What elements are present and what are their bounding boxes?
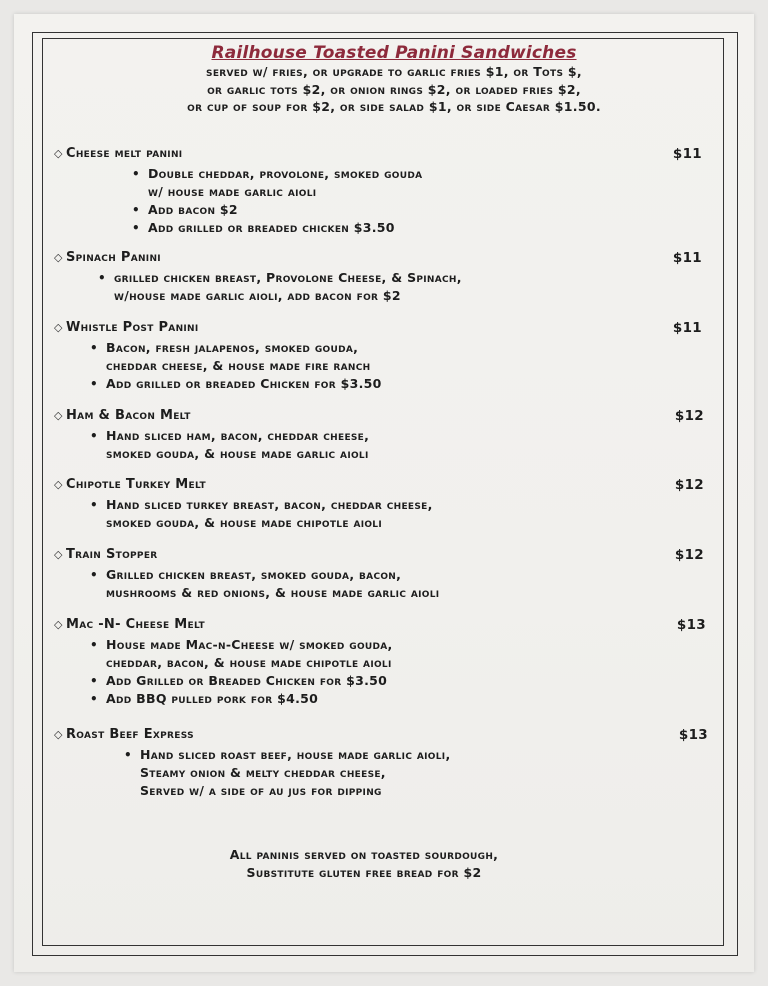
item-bullet: • Add grilled or breaded Chicken for $3.50 <box>90 376 382 391</box>
item-heading <box>54 477 714 496</box>
item-bullet-continuation: smoked gouda, & house made chipotle aioli <box>106 515 382 530</box>
item-bullet: • Hand sliced roast beef, house made garlic aioli, <box>124 747 451 762</box>
item-name: Mac -N- Cheese Melt <box>66 617 205 632</box>
item-bullet: • grilled chicken breast, Provolone Cheese, & Spinach, <box>98 270 462 285</box>
bullet-icon: • <box>90 692 98 706</box>
diamond-icon: ◇ <box>54 478 63 491</box>
item-bullet: • Hand sliced ham, bacon, cheddar cheese, <box>90 428 370 443</box>
menu-item-roast-beef <box>54 727 714 800</box>
bullet-icon: • <box>132 221 140 235</box>
item-bullet: • Add BBQ pulled pork for $4.50 <box>90 691 319 706</box>
item-bullet: • Hand sliced turkey breast, bacon, cheddar cheese, <box>90 497 433 512</box>
bullet-icon: • <box>90 341 98 355</box>
item-price: $11 <box>672 146 702 162</box>
diamond-icon: ◇ <box>54 321 63 334</box>
sides-line-3: or cup of soup for $2, or side salad $1, or side Caesar $1.50. <box>187 99 601 114</box>
item-heading <box>54 250 714 269</box>
item-bullet: • Add bacon $2 <box>132 202 238 217</box>
item-price: $11 <box>672 320 702 336</box>
item-heading <box>54 146 714 165</box>
item-bullet: • House made Mac-n-Cheese w/ smoked gouda, <box>90 637 393 652</box>
menu-title: Railhouse Toasted Panini Sandwiches <box>211 43 577 63</box>
item-bullet-continuation: w/ house made garlic aioli <box>148 184 317 199</box>
item-name: Ham & Bacon Melt <box>66 408 191 423</box>
menu-header <box>134 43 654 116</box>
diamond-icon: ◇ <box>54 618 63 631</box>
item-bullet-continuation: Steamy onion & melty cheddar cheese, <box>140 765 386 780</box>
item-heading <box>54 408 714 427</box>
item-bullet: • Bacon, fresh jalapenos, smoked gouda, <box>90 340 359 355</box>
item-bullet: • Add grilled or breaded chicken $3.50 <box>132 220 395 235</box>
bullet-icon: • <box>90 377 98 391</box>
item-bullet: • Add Grilled or Breaded Chicken for $3.50 <box>90 673 388 688</box>
item-name: Train Stopper <box>66 547 158 562</box>
diamond-icon: ◇ <box>54 147 63 160</box>
item-bullet-continuation: cheddar, bacon, & house made chipotle aioli <box>106 655 392 670</box>
diamond-icon: ◇ <box>54 728 63 741</box>
item-bullet: • Grilled chicken breast, smoked gouda, bacon, <box>90 567 402 582</box>
bullet-icon: • <box>90 638 98 652</box>
bullet-icon: • <box>90 498 98 512</box>
item-bullet-continuation: cheddar cheese, & house made fire ranch <box>106 358 371 373</box>
item-name: Whistle Post Panini <box>66 320 199 335</box>
menu-item-whistle-post <box>54 320 714 393</box>
menu-item-chipotle-turkey <box>54 477 714 532</box>
item-name: Cheese melt panini <box>66 146 183 161</box>
footer-line-2: Substitute gluten free bread for $2 <box>246 865 482 880</box>
item-name: Spinach Panini <box>66 250 161 265</box>
item-heading <box>54 617 714 636</box>
bullet-icon: • <box>124 748 132 762</box>
item-name: Roast Beef Express <box>66 727 194 742</box>
item-bullet-continuation: Served w/ a side of au jus for dipping <box>140 783 382 798</box>
item-price: $12 <box>674 547 704 563</box>
menu-item-train-stopper <box>54 547 714 602</box>
menu-page <box>14 14 754 972</box>
diamond-icon: ◇ <box>54 548 63 561</box>
bullet-icon: • <box>132 167 140 181</box>
diamond-icon: ◇ <box>54 251 63 264</box>
item-price: $12 <box>674 477 704 493</box>
bullet-icon: • <box>90 429 98 443</box>
item-bullet-continuation: mushrooms & red onions, & house made garlic aioli <box>106 585 440 600</box>
sides-line-1: served w/ fries, or upgrade to garlic fries $1, or Tots $, <box>206 64 582 79</box>
bullet-icon: • <box>98 271 106 285</box>
bullet-icon: • <box>90 674 98 688</box>
item-bullet: • Double cheddar, provolone, smoked gouda <box>132 166 423 181</box>
item-price: $13 <box>676 617 706 633</box>
menu-item-spinach-panini <box>54 250 714 305</box>
item-heading <box>54 320 714 339</box>
item-price: $11 <box>672 250 702 266</box>
menu-item-ham-bacon-melt <box>54 408 714 463</box>
sides-line-2: or garlic tots $2, or onion rings $2, or loaded fries $2, <box>207 81 581 97</box>
bullet-icon: • <box>90 568 98 582</box>
item-price: $12 <box>674 408 704 424</box>
item-price: $13 <box>678 727 708 743</box>
item-name: Chipotle Turkey Melt <box>66 477 206 492</box>
menu-item-cheese-melt <box>54 146 714 237</box>
item-bullet-continuation: w/house made garlic aioli, add bacon for $2 <box>114 288 401 303</box>
bullet-icon: • <box>132 203 140 217</box>
item-heading <box>54 727 714 746</box>
diamond-icon: ◇ <box>54 409 63 422</box>
menu-footer <box>164 846 564 882</box>
menu-item-mac-n-cheese <box>54 617 714 708</box>
item-heading <box>54 547 714 566</box>
item-bullet-continuation: smoked gouda, & house made garlic aioli <box>106 446 369 461</box>
footer-line-1: All paninis served on toasted sourdough, <box>229 847 499 862</box>
